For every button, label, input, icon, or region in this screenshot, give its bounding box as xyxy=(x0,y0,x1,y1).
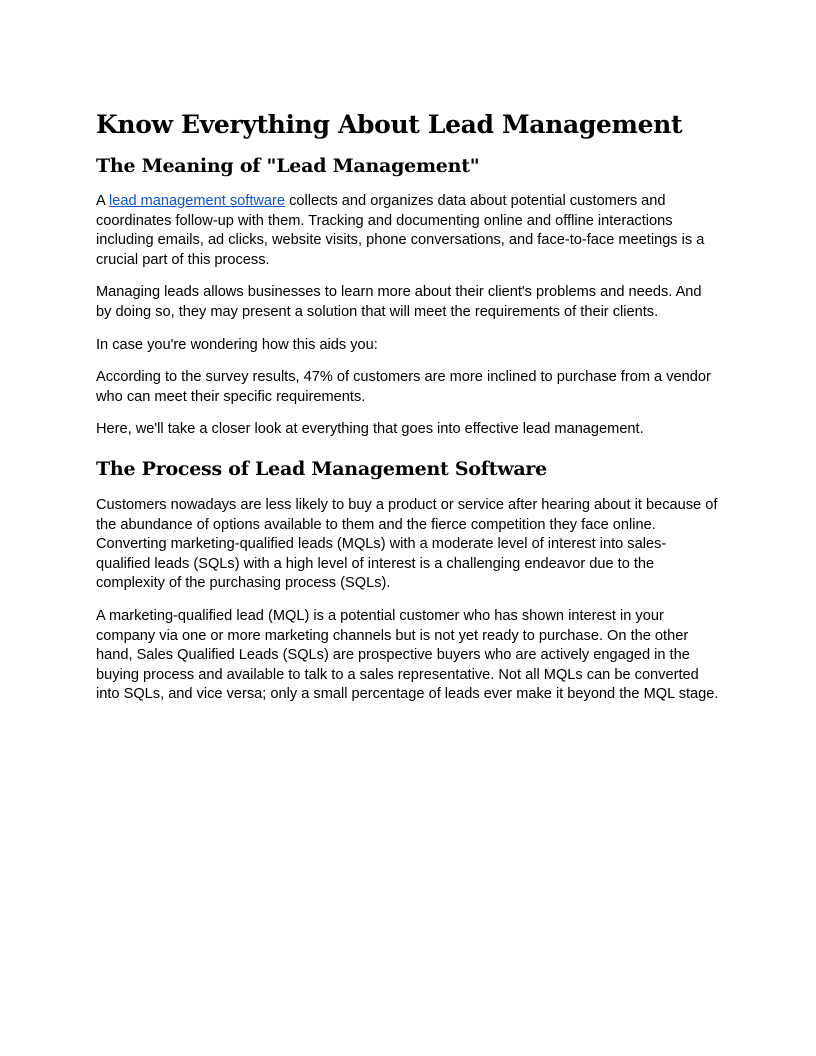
paragraph-definition xyxy=(96,192,720,270)
page-title: Know Everything About Lead Management xyxy=(96,110,683,139)
document-page xyxy=(96,104,720,718)
paragraph-question: In case you're wondering how this aids you: xyxy=(96,336,378,353)
lead-management-software-link[interactable]: lead management software xyxy=(108,193,286,209)
paragraph-mql-sql: A marketing-qualified lead (MQL) is a potential customer who has shown interest in your company via one or more marketing channels but is not yet ready to purchase. On the other hand, Sales Qualified Leads (SQLs) are prospective buyers who are actively engaged in the buying process and available to talk to a sales representative. Not all MQLs can be converted into SQLs, and vice versa; only a small percentage of leads ever make it beyond the MQL stage. xyxy=(96,607,719,703)
paragraph-benefits: Managing leads allows businesses to learn more about their client's problems and needs. And by doing so, they may present a solution that will meet the requirements of their clients. xyxy=(96,284,702,320)
paragraph-closer-look: Here, we'll take a closer look at everything that goes into effective lead management. xyxy=(96,421,644,438)
paragraph-customers: Customers nowadays are less likely to buy a product or service after hearing about it because of the abundance of options available to them and the fierce competition they face online. Converting marketing-qualified leads (MQLs) with a moderate level of interest into sales-qualified leads (SQLs) with a high level of interest is a challenging endeavor due to the complexity of the purchasing process (SQLs). xyxy=(96,496,718,592)
section-heading-process: The Process of Lead Management Software xyxy=(96,457,548,480)
paragraph-prefix: A xyxy=(96,193,109,209)
paragraph-survey: According to the survey results, 47% of customers are more inclined to purchase from a vendor who can meet their specific requirements. xyxy=(96,369,711,405)
paragraph-suffix: collects and organizes data about potential customers and coordinates follow-up with them. Tracking and documenting online and offline interactions including emails, ad clicks, website visits, phone conversations, and face-to-face meetings is a crucial part of this process. xyxy=(96,193,705,268)
section-heading-meaning: The Meaning of "Lead Management" xyxy=(96,155,480,177)
